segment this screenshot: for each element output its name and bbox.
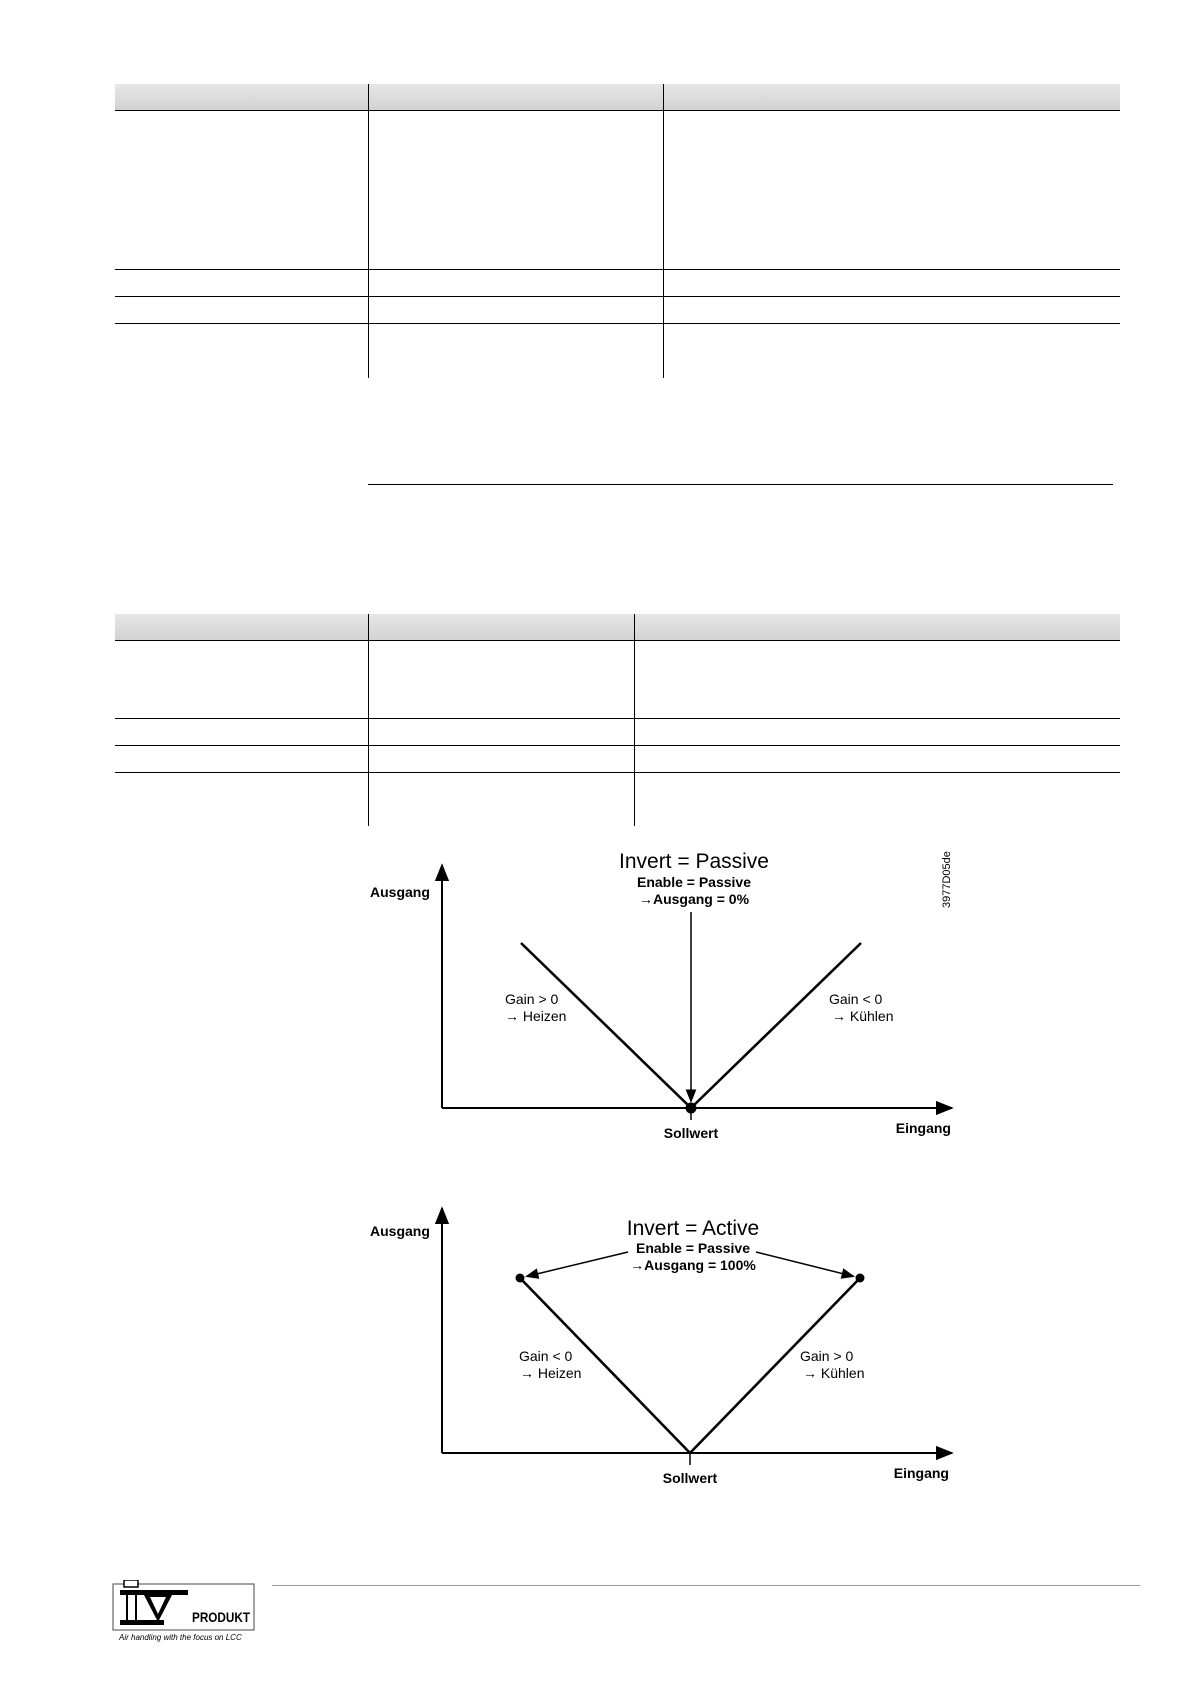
figure-code: 3977D05de bbox=[941, 851, 953, 908]
annotation-line-2 bbox=[639, 891, 750, 907]
marked-point bbox=[516, 1274, 525, 1283]
footer-rule bbox=[272, 1585, 1140, 1586]
table-2-column-divider bbox=[634, 614, 635, 826]
right-mode-label: → Kühlen bbox=[832, 1008, 894, 1024]
right-gain-label: Gain > 0 bbox=[800, 1348, 854, 1364]
marked-point bbox=[686, 1103, 697, 1114]
annotation-arrow bbox=[756, 1252, 854, 1276]
annotation-arrow bbox=[526, 1252, 628, 1276]
table-1-column-divider bbox=[368, 84, 369, 378]
table-1-header-row bbox=[115, 84, 1120, 111]
y-axis-label: Ausgang bbox=[370, 884, 430, 900]
x-axis-label: Eingang bbox=[893, 1465, 949, 1481]
y-axis-label: Ausgang bbox=[370, 1223, 430, 1239]
table-1-column-divider bbox=[663, 84, 664, 378]
annotation-line-1: Enable = Passive bbox=[635, 1240, 751, 1256]
left-gain-label: Gain > 0 bbox=[505, 991, 559, 1007]
table-2-header-row bbox=[115, 614, 1120, 641]
annotation-line-1: Enable = Passive bbox=[636, 874, 752, 890]
right-characteristic-line bbox=[691, 943, 861, 1108]
arrow-glyph: → bbox=[638, 891, 653, 907]
right-mode-label: → Kühlen bbox=[803, 1365, 865, 1381]
chart-invert-passive bbox=[360, 840, 960, 1150]
right-gain-label: Gain < 0 bbox=[829, 991, 883, 1007]
arrow-glyph: → bbox=[630, 1257, 645, 1273]
iv-produkt-logo bbox=[112, 1580, 262, 1644]
setpoint-label: Sollwert bbox=[663, 1125, 719, 1141]
left-mode-label: → Heizen bbox=[520, 1365, 582, 1381]
left-mode-label: → Heizen bbox=[505, 1008, 567, 1024]
section-separator-rule bbox=[368, 484, 1113, 485]
left-characteristic-line bbox=[521, 943, 691, 1108]
table-2-row-divider bbox=[115, 772, 1120, 773]
marked-point bbox=[856, 1274, 865, 1283]
setpoint-label: Sollwert bbox=[662, 1470, 718, 1486]
left-gain-label: Gain < 0 bbox=[519, 1348, 573, 1364]
parameter-table-2 bbox=[115, 614, 1120, 826]
chart-title: Invert = Active bbox=[626, 1217, 760, 1240]
svg-text:→Ausgang = 0%: →Ausgang = 0% bbox=[638, 891, 750, 907]
table-2-row-divider bbox=[115, 718, 1120, 719]
chart-title: Invert = Passive bbox=[619, 850, 769, 873]
table-2-row-divider bbox=[115, 745, 1120, 746]
table-1-row-divider bbox=[115, 296, 1120, 297]
chart-invert-active bbox=[360, 1195, 960, 1495]
table-1-row-divider bbox=[115, 323, 1120, 324]
logo-tagline: Air handling with the focus on LCC bbox=[119, 1633, 242, 1642]
svg-text:→Ausgang = 100%: →Ausgang = 100% bbox=[630, 1257, 756, 1273]
x-axis-label: Eingang bbox=[895, 1120, 951, 1136]
table-2-column-divider bbox=[368, 614, 369, 826]
logo-wordmark: PRODUKT bbox=[192, 1609, 251, 1625]
annotation-line-2 bbox=[630, 1257, 756, 1273]
table-1-row-divider bbox=[115, 269, 1120, 270]
parameter-table-1 bbox=[115, 84, 1120, 378]
